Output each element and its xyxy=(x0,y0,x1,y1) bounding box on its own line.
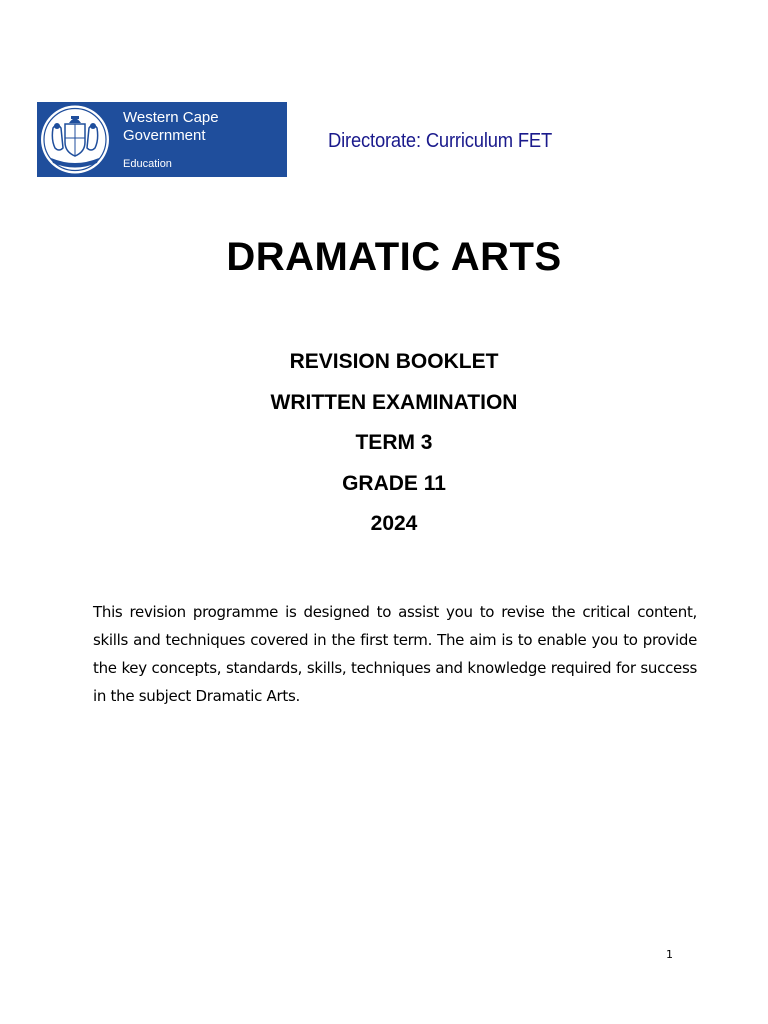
subtitle-year: 2024 xyxy=(370,512,418,535)
subtitle-written-examination: WRITTEN EXAMINATION xyxy=(270,390,518,414)
subtitle-block xyxy=(0,342,768,545)
document-title: DRAMATIC ARTS xyxy=(226,235,562,279)
logo-line-western-cape: Western Cape xyxy=(123,109,219,126)
logo-line-government: Government xyxy=(123,127,206,144)
western-cape-government-logo xyxy=(37,102,287,177)
directorate-heading: Directorate: Curriculum FET xyxy=(328,130,553,152)
intro-paragraph: This revision programme is designed to assist you to revise the critical content, skills and techniques covered in the first term. The aim is to enable you to provide the key concepts, standards, skills, techniques and knowledge required for success in the subject Dramatic Arts. xyxy=(93,603,697,705)
page-number: 1 xyxy=(666,948,673,961)
subtitle-term: TERM 3 xyxy=(355,431,433,454)
subtitle-grade: GRADE 11 xyxy=(342,471,446,495)
coat-of-arms-icon xyxy=(37,102,115,177)
logo-department: Education xyxy=(123,158,172,170)
subtitle-revision-booklet: REVISION BOOKLET xyxy=(289,350,499,373)
